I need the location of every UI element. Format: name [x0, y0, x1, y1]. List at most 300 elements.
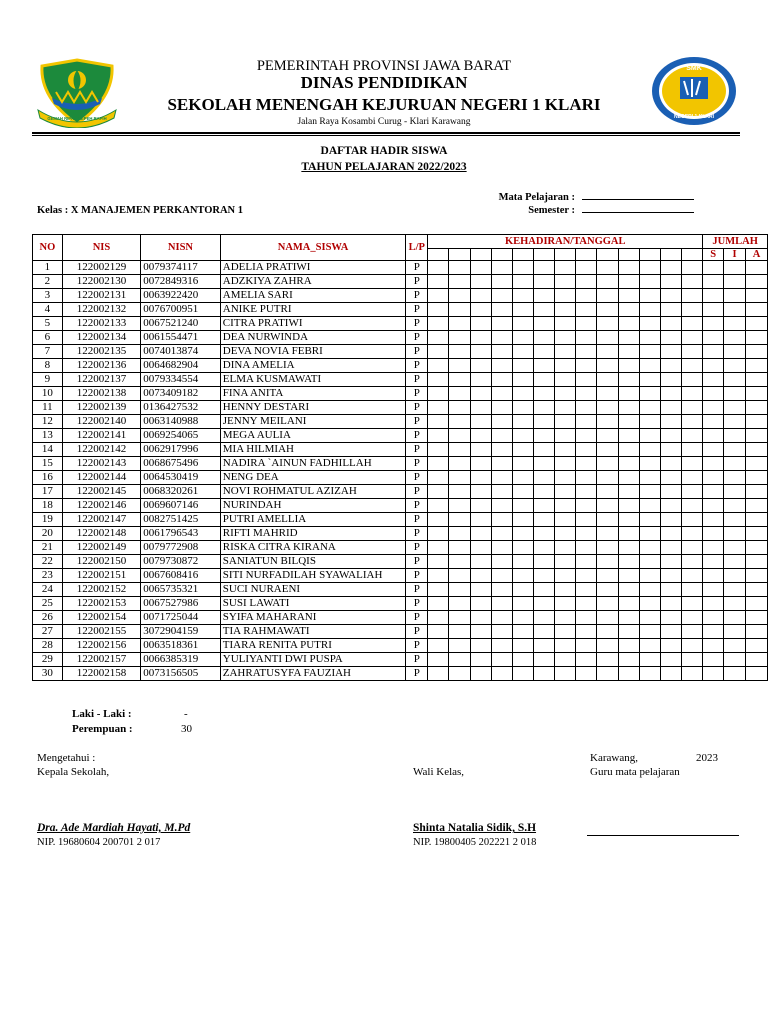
attendance-cell[interactable]	[470, 527, 491, 541]
attendance-cell[interactable]	[491, 275, 512, 289]
attendance-cell[interactable]	[534, 653, 555, 667]
attendance-cell[interactable]	[660, 513, 681, 527]
attendance-cell[interactable]	[512, 513, 533, 527]
attendance-cell[interactable]	[512, 471, 533, 485]
attendance-cell[interactable]	[491, 345, 512, 359]
attendance-cell[interactable]	[555, 415, 576, 429]
attendance-cell[interactable]	[449, 471, 470, 485]
attendance-cell[interactable]	[555, 457, 576, 471]
total-cell[interactable]	[745, 415, 767, 429]
attendance-cell[interactable]	[534, 443, 555, 457]
attendance-cell[interactable]	[449, 499, 470, 513]
attendance-cell[interactable]	[512, 597, 533, 611]
total-cell[interactable]	[745, 457, 767, 471]
attendance-cell[interactable]	[491, 569, 512, 583]
attendance-cell[interactable]	[682, 471, 703, 485]
total-cell[interactable]	[703, 583, 724, 597]
total-cell[interactable]	[724, 611, 746, 625]
attendance-cell[interactable]	[576, 471, 597, 485]
attendance-cell[interactable]	[428, 457, 449, 471]
attendance-cell[interactable]	[682, 541, 703, 555]
attendance-cell[interactable]	[512, 583, 533, 597]
attendance-cell[interactable]	[512, 317, 533, 331]
attendance-cell[interactable]	[449, 457, 470, 471]
attendance-cell[interactable]	[576, 331, 597, 345]
attendance-cell[interactable]	[428, 499, 449, 513]
total-cell[interactable]	[724, 499, 746, 513]
attendance-cell[interactable]	[576, 569, 597, 583]
attendance-cell[interactable]	[491, 639, 512, 653]
attendance-cell[interactable]	[449, 415, 470, 429]
attendance-cell[interactable]	[682, 527, 703, 541]
attendance-cell[interactable]	[534, 359, 555, 373]
total-cell[interactable]	[724, 625, 746, 639]
total-cell[interactable]	[745, 485, 767, 499]
attendance-cell[interactable]	[534, 527, 555, 541]
attendance-cell[interactable]	[660, 611, 681, 625]
attendance-cell[interactable]	[470, 555, 491, 569]
attendance-cell[interactable]	[512, 653, 533, 667]
attendance-cell[interactable]	[534, 541, 555, 555]
total-cell[interactable]	[703, 275, 724, 289]
attendance-cell[interactable]	[555, 289, 576, 303]
attendance-cell[interactable]	[470, 639, 491, 653]
attendance-cell[interactable]	[428, 611, 449, 625]
attendance-cell[interactable]	[597, 471, 618, 485]
attendance-cell[interactable]	[449, 625, 470, 639]
total-cell[interactable]	[703, 471, 724, 485]
attendance-cell[interactable]	[660, 569, 681, 583]
attendance-cell[interactable]	[660, 443, 681, 457]
attendance-cell[interactable]	[470, 443, 491, 457]
attendance-cell[interactable]	[555, 471, 576, 485]
attendance-cell[interactable]	[576, 555, 597, 569]
attendance-cell[interactable]	[534, 485, 555, 499]
attendance-cell[interactable]	[618, 569, 639, 583]
attendance-cell[interactable]	[428, 345, 449, 359]
attendance-cell[interactable]	[597, 275, 618, 289]
attendance-cell[interactable]	[534, 555, 555, 569]
attendance-cell[interactable]	[449, 583, 470, 597]
attendance-cell[interactable]	[428, 359, 449, 373]
total-cell[interactable]	[724, 639, 746, 653]
attendance-cell[interactable]	[449, 289, 470, 303]
total-cell[interactable]	[724, 555, 746, 569]
attendance-cell[interactable]	[470, 261, 491, 275]
attendance-cell[interactable]	[491, 373, 512, 387]
total-cell[interactable]	[745, 275, 767, 289]
total-cell[interactable]	[703, 597, 724, 611]
attendance-cell[interactable]	[660, 331, 681, 345]
attendance-cell[interactable]	[682, 583, 703, 597]
attendance-cell[interactable]	[682, 373, 703, 387]
attendance-cell[interactable]	[470, 387, 491, 401]
attendance-cell[interactable]	[534, 597, 555, 611]
attendance-cell[interactable]	[512, 527, 533, 541]
attendance-cell[interactable]	[682, 653, 703, 667]
attendance-cell[interactable]	[639, 527, 660, 541]
attendance-cell[interactable]	[555, 667, 576, 681]
total-cell[interactable]	[703, 485, 724, 499]
total-cell[interactable]	[703, 443, 724, 457]
attendance-cell[interactable]	[534, 667, 555, 681]
attendance-cell[interactable]	[639, 667, 660, 681]
attendance-cell[interactable]	[576, 499, 597, 513]
attendance-cell[interactable]	[491, 555, 512, 569]
attendance-cell[interactable]	[534, 625, 555, 639]
attendance-cell[interactable]	[512, 373, 533, 387]
attendance-cell[interactable]	[618, 653, 639, 667]
attendance-cell[interactable]	[470, 611, 491, 625]
attendance-cell[interactable]	[597, 429, 618, 443]
total-cell[interactable]	[724, 373, 746, 387]
attendance-cell[interactable]	[428, 303, 449, 317]
attendance-cell[interactable]	[534, 611, 555, 625]
attendance-cell[interactable]	[597, 289, 618, 303]
attendance-cell[interactable]	[660, 429, 681, 443]
attendance-cell[interactable]	[682, 569, 703, 583]
total-cell[interactable]	[724, 415, 746, 429]
attendance-cell[interactable]	[470, 317, 491, 331]
attendance-cell[interactable]	[534, 303, 555, 317]
total-cell[interactable]	[724, 667, 746, 681]
attendance-cell[interactable]	[449, 401, 470, 415]
attendance-cell[interactable]	[555, 639, 576, 653]
attendance-cell[interactable]	[576, 457, 597, 471]
attendance-cell[interactable]	[639, 583, 660, 597]
attendance-cell[interactable]	[491, 583, 512, 597]
attendance-cell[interactable]	[491, 653, 512, 667]
attendance-cell[interactable]	[618, 429, 639, 443]
attendance-cell[interactable]	[639, 485, 660, 499]
attendance-cell[interactable]	[576, 387, 597, 401]
attendance-cell[interactable]	[470, 541, 491, 555]
total-cell[interactable]	[745, 387, 767, 401]
total-cell[interactable]	[745, 331, 767, 345]
attendance-cell[interactable]	[597, 541, 618, 555]
attendance-cell[interactable]	[576, 289, 597, 303]
attendance-cell[interactable]	[491, 485, 512, 499]
total-cell[interactable]	[724, 583, 746, 597]
attendance-cell[interactable]	[512, 331, 533, 345]
attendance-cell[interactable]	[576, 527, 597, 541]
attendance-cell[interactable]	[576, 513, 597, 527]
attendance-cell[interactable]	[597, 317, 618, 331]
attendance-cell[interactable]	[682, 667, 703, 681]
total-cell[interactable]	[703, 611, 724, 625]
attendance-cell[interactable]	[639, 345, 660, 359]
total-cell[interactable]	[724, 387, 746, 401]
attendance-cell[interactable]	[428, 555, 449, 569]
attendance-cell[interactable]	[534, 415, 555, 429]
total-cell[interactable]	[703, 261, 724, 275]
attendance-cell[interactable]	[555, 569, 576, 583]
attendance-cell[interactable]	[470, 513, 491, 527]
attendance-cell[interactable]	[449, 667, 470, 681]
attendance-cell[interactable]	[576, 597, 597, 611]
attendance-cell[interactable]	[576, 317, 597, 331]
attendance-cell[interactable]	[470, 275, 491, 289]
attendance-cell[interactable]	[470, 667, 491, 681]
attendance-cell[interactable]	[618, 611, 639, 625]
attendance-cell[interactable]	[428, 653, 449, 667]
attendance-cell[interactable]	[576, 415, 597, 429]
attendance-cell[interactable]	[512, 625, 533, 639]
attendance-cell[interactable]	[428, 275, 449, 289]
attendance-cell[interactable]	[470, 359, 491, 373]
attendance-cell[interactable]	[470, 597, 491, 611]
attendance-cell[interactable]	[682, 331, 703, 345]
attendance-cell[interactable]	[555, 541, 576, 555]
total-cell[interactable]	[745, 303, 767, 317]
attendance-cell[interactable]	[491, 597, 512, 611]
attendance-cell[interactable]	[682, 513, 703, 527]
attendance-cell[interactable]	[597, 653, 618, 667]
total-cell[interactable]	[724, 513, 746, 527]
attendance-cell[interactable]	[660, 527, 681, 541]
attendance-cell[interactable]	[449, 513, 470, 527]
attendance-cell[interactable]	[660, 625, 681, 639]
total-cell[interactable]	[745, 471, 767, 485]
attendance-cell[interactable]	[682, 275, 703, 289]
attendance-cell[interactable]	[512, 275, 533, 289]
attendance-cell[interactable]	[660, 471, 681, 485]
attendance-cell[interactable]	[576, 653, 597, 667]
attendance-cell[interactable]	[534, 513, 555, 527]
total-cell[interactable]	[703, 569, 724, 583]
attendance-cell[interactable]	[428, 569, 449, 583]
attendance-cell[interactable]	[618, 443, 639, 457]
attendance-cell[interactable]	[618, 583, 639, 597]
attendance-cell[interactable]	[618, 541, 639, 555]
attendance-cell[interactable]	[682, 415, 703, 429]
total-cell[interactable]	[703, 541, 724, 555]
total-cell[interactable]	[703, 387, 724, 401]
attendance-cell[interactable]	[491, 667, 512, 681]
attendance-cell[interactable]	[428, 373, 449, 387]
attendance-cell[interactable]	[682, 639, 703, 653]
attendance-cell[interactable]	[639, 317, 660, 331]
attendance-cell[interactable]	[491, 541, 512, 555]
attendance-cell[interactable]	[555, 387, 576, 401]
attendance-cell[interactable]	[428, 331, 449, 345]
attendance-cell[interactable]	[512, 429, 533, 443]
attendance-cell[interactable]	[491, 359, 512, 373]
total-cell[interactable]	[745, 289, 767, 303]
attendance-cell[interactable]	[597, 527, 618, 541]
attendance-cell[interactable]	[470, 653, 491, 667]
attendance-cell[interactable]	[449, 555, 470, 569]
attendance-cell[interactable]	[512, 611, 533, 625]
total-cell[interactable]	[724, 653, 746, 667]
attendance-cell[interactable]	[470, 429, 491, 443]
total-cell[interactable]	[703, 415, 724, 429]
attendance-cell[interactable]	[534, 499, 555, 513]
attendance-cell[interactable]	[449, 611, 470, 625]
attendance-cell[interactable]	[512, 569, 533, 583]
total-cell[interactable]	[703, 401, 724, 415]
attendance-cell[interactable]	[597, 611, 618, 625]
attendance-cell[interactable]	[491, 387, 512, 401]
attendance-cell[interactable]	[555, 653, 576, 667]
attendance-cell[interactable]	[618, 485, 639, 499]
attendance-cell[interactable]	[597, 625, 618, 639]
total-cell[interactable]	[745, 359, 767, 373]
attendance-cell[interactable]	[639, 569, 660, 583]
attendance-cell[interactable]	[660, 359, 681, 373]
total-cell[interactable]	[703, 331, 724, 345]
attendance-cell[interactable]	[597, 513, 618, 527]
total-cell[interactable]	[724, 275, 746, 289]
total-cell[interactable]	[724, 471, 746, 485]
attendance-cell[interactable]	[428, 485, 449, 499]
attendance-cell[interactable]	[618, 471, 639, 485]
attendance-cell[interactable]	[491, 415, 512, 429]
total-cell[interactable]	[724, 457, 746, 471]
attendance-cell[interactable]	[555, 583, 576, 597]
attendance-cell[interactable]	[597, 569, 618, 583]
attendance-cell[interactable]	[428, 429, 449, 443]
attendance-cell[interactable]	[576, 583, 597, 597]
attendance-cell[interactable]	[597, 345, 618, 359]
attendance-cell[interactable]	[555, 513, 576, 527]
attendance-cell[interactable]	[491, 261, 512, 275]
total-cell[interactable]	[724, 443, 746, 457]
attendance-cell[interactable]	[512, 667, 533, 681]
attendance-cell[interactable]	[534, 401, 555, 415]
attendance-cell[interactable]	[470, 569, 491, 583]
attendance-cell[interactable]	[512, 359, 533, 373]
attendance-cell[interactable]	[618, 275, 639, 289]
attendance-cell[interactable]	[534, 289, 555, 303]
attendance-cell[interactable]	[512, 261, 533, 275]
attendance-cell[interactable]	[428, 471, 449, 485]
total-cell[interactable]	[703, 429, 724, 443]
attendance-cell[interactable]	[555, 317, 576, 331]
attendance-cell[interactable]	[597, 387, 618, 401]
attendance-cell[interactable]	[618, 415, 639, 429]
attendance-cell[interactable]	[512, 303, 533, 317]
total-cell[interactable]	[745, 625, 767, 639]
total-cell[interactable]	[724, 359, 746, 373]
attendance-cell[interactable]	[428, 597, 449, 611]
total-cell[interactable]	[745, 261, 767, 275]
attendance-cell[interactable]	[428, 415, 449, 429]
attendance-cell[interactable]	[449, 541, 470, 555]
attendance-cell[interactable]	[534, 373, 555, 387]
attendance-cell[interactable]	[470, 485, 491, 499]
total-cell[interactable]	[724, 527, 746, 541]
attendance-cell[interactable]	[555, 597, 576, 611]
attendance-cell[interactable]	[534, 261, 555, 275]
attendance-cell[interactable]	[491, 429, 512, 443]
attendance-cell[interactable]	[576, 401, 597, 415]
attendance-cell[interactable]	[682, 499, 703, 513]
total-cell[interactable]	[745, 317, 767, 331]
attendance-cell[interactable]	[512, 345, 533, 359]
attendance-cell[interactable]	[660, 303, 681, 317]
attendance-cell[interactable]	[597, 667, 618, 681]
attendance-cell[interactable]	[428, 541, 449, 555]
attendance-cell[interactable]	[639, 611, 660, 625]
attendance-cell[interactable]	[597, 303, 618, 317]
attendance-cell[interactable]	[618, 303, 639, 317]
attendance-cell[interactable]	[618, 331, 639, 345]
attendance-cell[interactable]	[491, 289, 512, 303]
attendance-cell[interactable]	[682, 443, 703, 457]
attendance-cell[interactable]	[660, 485, 681, 499]
attendance-cell[interactable]	[682, 485, 703, 499]
attendance-cell[interactable]	[534, 429, 555, 443]
attendance-cell[interactable]	[555, 303, 576, 317]
attendance-cell[interactable]	[597, 457, 618, 471]
total-cell[interactable]	[745, 597, 767, 611]
attendance-cell[interactable]	[597, 415, 618, 429]
attendance-cell[interactable]	[639, 415, 660, 429]
total-cell[interactable]	[745, 653, 767, 667]
attendance-cell[interactable]	[618, 317, 639, 331]
attendance-cell[interactable]	[534, 275, 555, 289]
attendance-cell[interactable]	[618, 555, 639, 569]
attendance-cell[interactable]	[639, 331, 660, 345]
total-cell[interactable]	[745, 443, 767, 457]
total-cell[interactable]	[724, 317, 746, 331]
attendance-cell[interactable]	[470, 457, 491, 471]
attendance-cell[interactable]	[618, 667, 639, 681]
attendance-cell[interactable]	[660, 401, 681, 415]
attendance-cell[interactable]	[618, 345, 639, 359]
total-cell[interactable]	[724, 429, 746, 443]
attendance-cell[interactable]	[639, 261, 660, 275]
total-cell[interactable]	[703, 667, 724, 681]
attendance-cell[interactable]	[597, 401, 618, 415]
attendance-cell[interactable]	[660, 639, 681, 653]
total-cell[interactable]	[703, 303, 724, 317]
attendance-cell[interactable]	[428, 639, 449, 653]
attendance-cell[interactable]	[491, 401, 512, 415]
attendance-cell[interactable]	[618, 639, 639, 653]
attendance-cell[interactable]	[660, 541, 681, 555]
attendance-cell[interactable]	[639, 499, 660, 513]
total-cell[interactable]	[724, 289, 746, 303]
attendance-cell[interactable]	[491, 611, 512, 625]
attendance-cell[interactable]	[660, 667, 681, 681]
attendance-cell[interactable]	[597, 359, 618, 373]
attendance-cell[interactable]	[618, 359, 639, 373]
attendance-cell[interactable]	[660, 457, 681, 471]
attendance-cell[interactable]	[555, 485, 576, 499]
attendance-cell[interactable]	[576, 429, 597, 443]
attendance-cell[interactable]	[428, 443, 449, 457]
attendance-cell[interactable]	[449, 653, 470, 667]
attendance-cell[interactable]	[639, 387, 660, 401]
total-cell[interactable]	[745, 345, 767, 359]
attendance-cell[interactable]	[639, 653, 660, 667]
attendance-cell[interactable]	[682, 611, 703, 625]
total-cell[interactable]	[703, 457, 724, 471]
attendance-cell[interactable]	[576, 359, 597, 373]
attendance-cell[interactable]	[597, 443, 618, 457]
attendance-cell[interactable]	[449, 331, 470, 345]
total-cell[interactable]	[745, 555, 767, 569]
attendance-cell[interactable]	[618, 457, 639, 471]
attendance-cell[interactable]	[491, 471, 512, 485]
attendance-cell[interactable]	[428, 387, 449, 401]
attendance-cell[interactable]	[449, 275, 470, 289]
attendance-cell[interactable]	[428, 527, 449, 541]
attendance-cell[interactable]	[534, 569, 555, 583]
attendance-cell[interactable]	[639, 471, 660, 485]
